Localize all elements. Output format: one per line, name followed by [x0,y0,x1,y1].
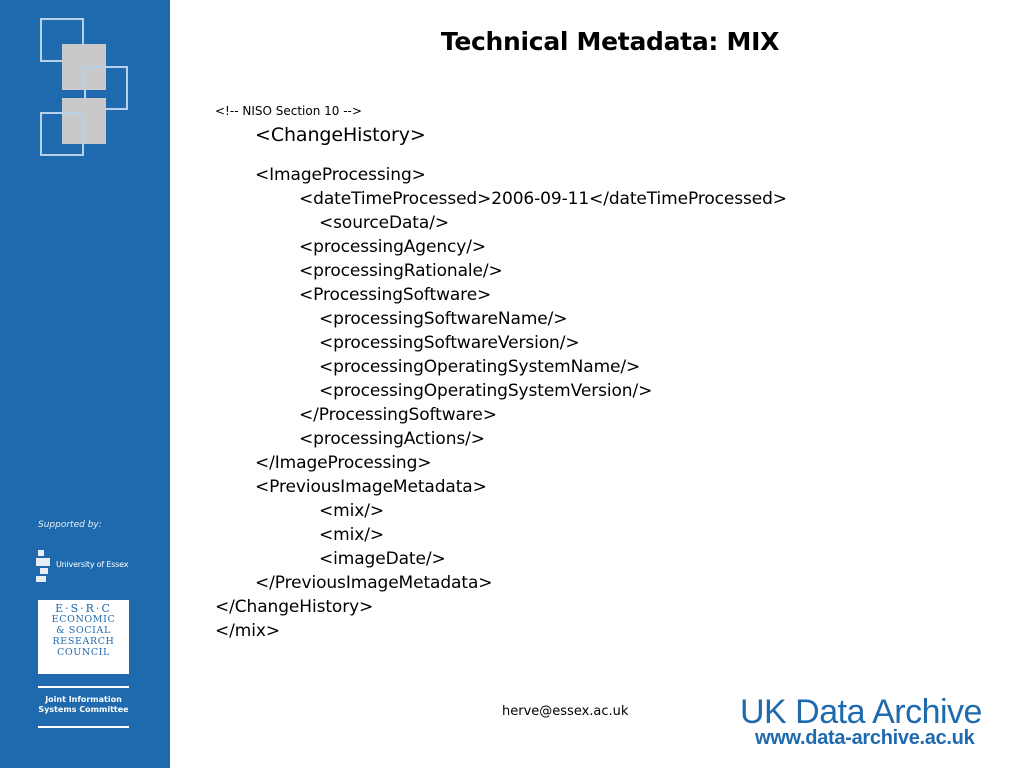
jisc-logo [38,686,129,728]
jisc-line: Systems Committee [38,705,129,714]
code-line: <mix/> [319,525,384,545]
esrc-line: RESEARCH [52,636,115,647]
code-line: <ProcessingSoftware> [299,285,492,305]
code-line: <imageDate/> [319,549,446,569]
code-line: <processingActions/> [299,429,485,449]
code-line: <processingRationale/> [299,261,503,281]
code-line: <dateTimeProcessed>2006-09-11</dateTimeProcessed> [299,189,787,209]
supported-by-label: Supported by: [38,520,102,530]
code-line: </ProcessingSoftware> [299,405,497,425]
code-line: <ImageProcessing> [255,165,426,185]
uk-data-archive-url: www.data-archive.ac.uk [755,727,975,749]
code-line: <ChangeHistory> [255,124,426,146]
esrc-line: & SOCIAL [56,625,111,636]
code-line: <processingSoftwareVersion/> [319,333,580,353]
jisc-line: Joint Information [45,695,122,704]
code-line: <PreviousImageMetadata> [255,477,487,497]
code-line: </ImageProcessing> [255,453,432,473]
code-line: </mix> [215,621,280,641]
sidebar [0,0,170,768]
essex-mark-icon [36,548,50,582]
logo-square-outline [40,112,84,156]
code-comment: <!-- NISO Section 10 --> [215,104,362,118]
code-line: </PreviousImageMetadata> [255,573,493,593]
esrc-line: ECONOMIC [51,614,116,625]
uk-data-archive-logo: UK Data Archive [740,693,982,731]
esrc-line: COUNCIL [57,647,110,658]
slide-title: Technical Metadata: MIX [440,27,780,56]
university-label: University of Essex [56,560,129,569]
code-line: <processingOperatingSystemVersion/> [319,381,653,401]
code-line: <sourceData/> [319,213,449,233]
esrc-line: E·S·R·C [55,602,112,615]
esrc-logo [38,600,129,674]
contact-email: herve@essex.ac.uk [502,704,629,719]
code-line: </ChangeHistory> [215,597,374,617]
code-line: <processingOperatingSystemName/> [319,357,641,377]
code-line: <mix/> [319,501,384,521]
code-line: <processingAgency/> [299,237,486,257]
code-line: <processingSoftwareName/> [319,309,568,329]
university-of-essex-logo [36,548,146,582]
